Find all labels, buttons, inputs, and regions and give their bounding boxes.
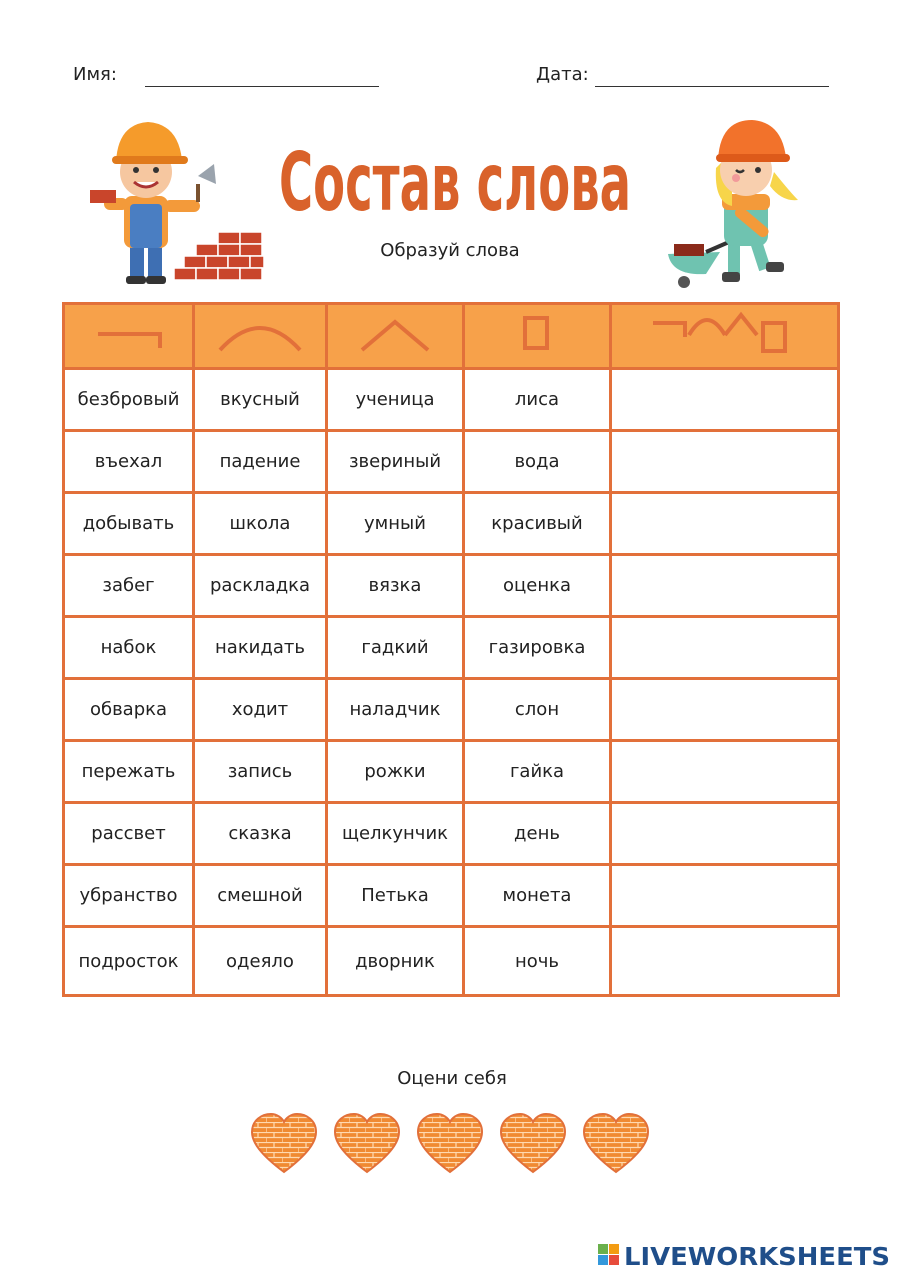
header-ending [464, 304, 611, 369]
word-cell: щелкунчик [327, 803, 464, 865]
page-title [270, 122, 640, 229]
table-row [64, 555, 839, 617]
word-cell: умный [327, 493, 464, 555]
word-cell: газировка [464, 617, 611, 679]
table-row [64, 617, 839, 679]
word-cell: звериный [327, 431, 464, 493]
ending-icon [507, 312, 567, 356]
header-prefix [64, 304, 194, 369]
word-cell: дворник [327, 927, 464, 996]
word-cell: забег [64, 555, 194, 617]
liveworksheets-logo-icon [598, 1244, 619, 1265]
word-cell: падение [194, 431, 327, 493]
suffix-icon [350, 314, 440, 354]
answer-cell[interactable] [611, 741, 839, 803]
word-cell: набок [64, 617, 194, 679]
word-cell: монета [464, 865, 611, 927]
boy-builder-illustration [86, 112, 270, 288]
word-scheme-icon [645, 309, 805, 359]
answer-cell[interactable] [611, 803, 839, 865]
word-cell: обварка [64, 679, 194, 741]
word-cell: одеяло [194, 927, 327, 996]
word-cell: смешной [194, 865, 327, 927]
word-cell: наладчик [327, 679, 464, 741]
word-cell: гадкий [327, 617, 464, 679]
word-cell: рассвет [64, 803, 194, 865]
header-root [194, 304, 327, 369]
answer-cell[interactable] [611, 369, 839, 431]
word-cell: безбровый [64, 369, 194, 431]
word-cell: ученица [327, 369, 464, 431]
date-label: Дата: [536, 64, 589, 85]
word-cell: красивый [464, 493, 611, 555]
answer-cell[interactable] [611, 927, 839, 996]
table-row [64, 927, 839, 996]
heart-icon[interactable] [252, 1114, 316, 1172]
heart-icon[interactable] [418, 1114, 482, 1172]
word-cell: ходит [194, 679, 327, 741]
heart-icon[interactable] [584, 1114, 648, 1172]
word-cell: пережать [64, 741, 194, 803]
word-cell: запись [194, 741, 327, 803]
word-cell: вязка [327, 555, 464, 617]
table-row [64, 679, 839, 741]
word-cell: лиса [464, 369, 611, 431]
word-cell: школа [194, 493, 327, 555]
word-cell: рожки [327, 741, 464, 803]
heart-icon[interactable] [335, 1114, 399, 1172]
instruction-text: Образуй слова [380, 240, 520, 261]
table-row [64, 865, 839, 927]
answer-cell[interactable] [611, 617, 839, 679]
word-cell: сказка [194, 803, 327, 865]
word-cell: вкусный [194, 369, 327, 431]
name-input-line[interactable] [145, 86, 379, 87]
word-cell: день [464, 803, 611, 865]
table-header-row [64, 304, 839, 369]
table-row [64, 741, 839, 803]
word-cell: накидать [194, 617, 327, 679]
self-rating-label: Оцени себя [397, 1068, 507, 1089]
svg-text:Состав слова: Состав слова [279, 136, 631, 229]
word-table [62, 302, 840, 997]
word-cell: подросток [64, 927, 194, 996]
word-cell: въехал [64, 431, 194, 493]
word-cell: Петька [327, 865, 464, 927]
table-row [64, 431, 839, 493]
word-cell: убранство [64, 865, 194, 927]
girl-builder-illustration [662, 112, 812, 292]
name-label: Имя: [73, 64, 117, 85]
answer-cell[interactable] [611, 865, 839, 927]
word-cell: вода [464, 431, 611, 493]
date-input-line[interactable] [595, 86, 829, 87]
answer-cell[interactable] [611, 493, 839, 555]
table-row [64, 369, 839, 431]
word-cell: добывать [64, 493, 194, 555]
prefix-icon [84, 314, 174, 354]
answer-cell[interactable] [611, 431, 839, 493]
table-row [64, 493, 839, 555]
answer-cell[interactable] [611, 555, 839, 617]
rating-hearts [250, 1112, 650, 1178]
heart-icon[interactable] [501, 1114, 565, 1172]
header-scheme [611, 304, 839, 369]
word-cell: раскладка [194, 555, 327, 617]
root-icon [210, 314, 310, 354]
liveworksheets-logo [596, 1238, 896, 1274]
word-cell: ночь [464, 927, 611, 996]
table-row [64, 803, 839, 865]
svg-text:LIVEWORKSHEETS: LIVEWORKSHEETS [624, 1242, 890, 1271]
word-cell: слон [464, 679, 611, 741]
answer-cell[interactable] [611, 679, 839, 741]
word-cell: оценка [464, 555, 611, 617]
word-cell: гайка [464, 741, 611, 803]
header-suffix [327, 304, 464, 369]
